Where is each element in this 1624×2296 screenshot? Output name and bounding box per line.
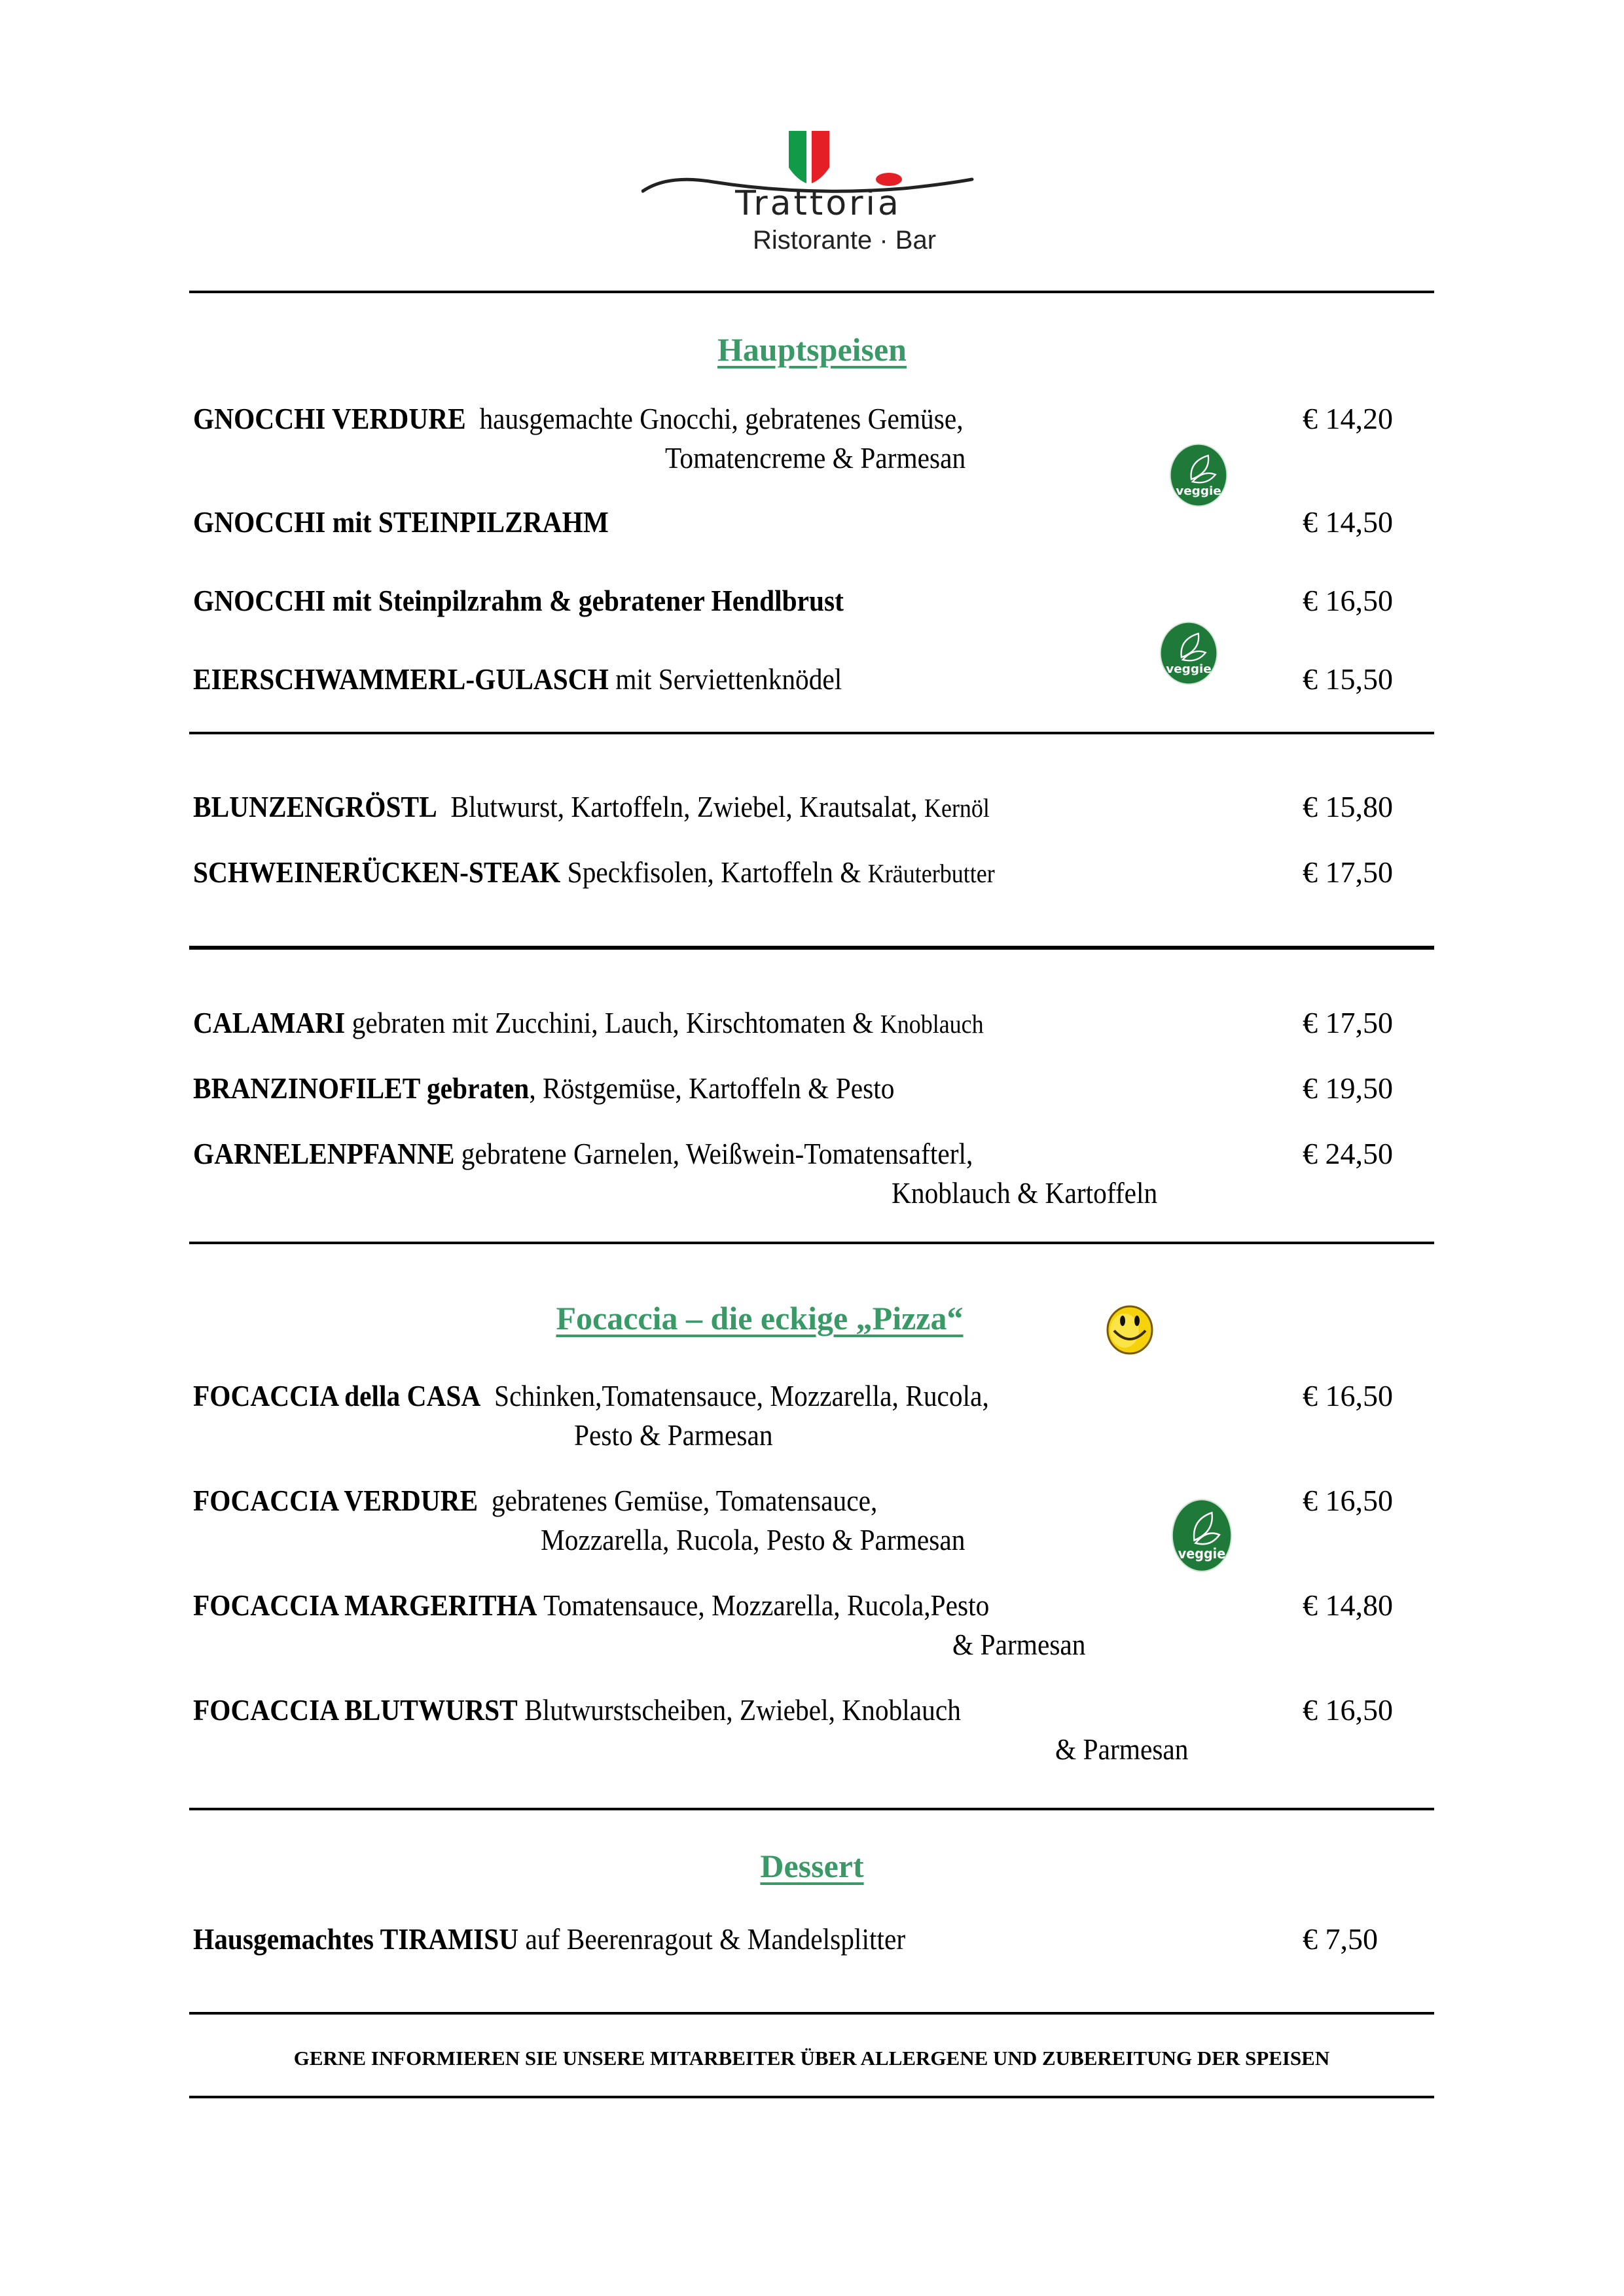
item-name: BLUNZENGRÖSTL — [193, 790, 437, 823]
item-description-continued: Mozzarella, Rucola, Pesto & Parmesan — [541, 1523, 965, 1556]
menu-item — [193, 789, 990, 827]
section-heading-dessert: Dessert — [760, 1848, 864, 1884]
veggie-badge-label: veggie — [1176, 484, 1221, 498]
item-description: gebratene Garnelen, Weißwein-Tomatensafterl, — [461, 1137, 973, 1170]
veggie-badge-icon — [1159, 620, 1219, 686]
item-description: Schinken,Tomatensauce, Mozzarella, Rucola, — [494, 1379, 989, 1412]
menu-item — [193, 401, 964, 437]
item-description-small: Kernöl — [924, 793, 990, 823]
divider — [189, 291, 1434, 293]
item-name: FOCACCIA VERDURE — [193, 1484, 478, 1517]
menu-item — [193, 661, 842, 698]
menu-item — [193, 1136, 973, 1172]
veggie-badge-label: veggie — [1178, 1545, 1226, 1562]
item-description: mit Serviettenknödel — [615, 662, 842, 696]
item-description-continued: Tomatencreme & Parmesan — [665, 441, 966, 475]
menu-item — [193, 854, 995, 892]
item-name: GNOCCHI mit STEINPILZRAHM — [193, 505, 609, 539]
item-description: hausgemachte Gnocchi, gebratenes Gemüse, — [479, 402, 964, 435]
menu-item — [193, 1070, 894, 1107]
restaurant-logo — [641, 118, 995, 255]
menu-item — [193, 1482, 877, 1519]
item-description-continued: Knoblauch & Kartoffeln — [892, 1176, 1158, 1210]
item-price: € 17,50 — [1303, 855, 1393, 889]
logo-wordmark: Trattoria — [735, 184, 901, 223]
divider — [189, 732, 1434, 734]
section-heading-main: Hauptspeisen — [717, 331, 907, 368]
veggie-badge-icon — [1168, 442, 1229, 508]
item-name: EIERSCHWAMMERL-GULASCH — [193, 662, 609, 696]
section-heading-focaccia: Focaccia – die eckige „Pizza“ — [556, 1300, 964, 1336]
item-price: € 24,50 — [1303, 1137, 1393, 1170]
item-price: € 16,50 — [1303, 1484, 1393, 1517]
item-description-continued: & Parmesan — [952, 1628, 1086, 1661]
item-description-continued: & Parmesan — [1055, 1732, 1189, 1766]
item-price: € 14,20 — [1303, 402, 1393, 435]
flag-red-stripe — [812, 131, 829, 183]
item-price: € 16,50 — [1303, 1693, 1393, 1727]
item-price: € 7,50 — [1303, 1922, 1378, 1956]
menu-item — [193, 1378, 989, 1414]
item-name: FOCACCIA BLUTWURST — [193, 1693, 518, 1727]
item-price: € 15,80 — [1303, 790, 1393, 823]
item-name: BRANZINOFILET gebraten — [193, 1071, 530, 1105]
item-description: Tomatensauce, Mozzarella, Rucola,Pesto — [543, 1588, 990, 1622]
allergen-notice — [189, 2045, 1434, 2072]
item-price: € 14,80 — [1303, 1588, 1393, 1622]
item-name: CALAMARI — [193, 1006, 346, 1039]
divider — [189, 2012, 1434, 2015]
veggie-badge-icon — [1170, 1498, 1233, 1573]
item-description: gebratenes Gemüse, Tomatensauce, — [491, 1484, 878, 1517]
allergen-notice-text: GERNE INFORMIEREN SIE UNSERE MITARBEITER ÜBER ALLERGENE UND ZUBEREITUNG DER SPEISEN — [293, 2047, 1330, 2070]
item-description: Blutwurstscheiben, Zwiebel, Knoblauch — [524, 1693, 961, 1727]
item-description: Speckfisolen, Kartoffeln & — [567, 855, 861, 889]
menu-item — [193, 1921, 905, 1958]
item-name: FOCACCIA MARGERITHA — [193, 1588, 537, 1622]
item-price: € 19,50 — [1303, 1071, 1393, 1105]
smiley-icon — [1105, 1304, 1155, 1355]
menu-item — [193, 1692, 961, 1729]
divider — [189, 2096, 1434, 2098]
item-description: gebraten mit Zucchini, Lauch, Kirschtomaten & — [352, 1006, 874, 1039]
item-name: GARNELENPFANNE — [193, 1137, 455, 1170]
divider — [189, 1242, 1434, 1244]
veggie-badge-label: veggie — [1166, 662, 1212, 676]
item-name: GNOCCHI mit Steinpilzrahm & gebratener Hendlbrust — [193, 584, 844, 617]
item-description-small: Knoblauch — [880, 1009, 984, 1039]
flag-green-stripe — [789, 131, 806, 183]
item-description-small: Kräuterbutter — [867, 859, 995, 888]
item-name: GNOCCHI VERDURE — [193, 402, 466, 435]
item-name: Hausgemachtes TIRAMISU — [193, 1922, 519, 1956]
item-price: € 17,50 — [1303, 1006, 1393, 1039]
logo-tagline: Ristorante · Bar — [752, 226, 937, 255]
item-description: Blutwurst, Kartoffeln, Zwiebel, Krautsalat, — [450, 790, 918, 823]
item-price: € 16,50 — [1303, 584, 1393, 617]
item-description: , Röstgemüse, Kartoffeln & Pesto — [529, 1071, 895, 1105]
item-price: € 14,50 — [1303, 505, 1393, 539]
item-description: auf Beerenragout & Mandelsplitter — [525, 1922, 906, 1956]
item-name: SCHWEINERÜCKEN-STEAK — [193, 855, 561, 889]
trattoria-logo-graphic — [641, 118, 995, 255]
menu-item — [193, 583, 844, 619]
item-price: € 16,50 — [1303, 1379, 1393, 1412]
menu-item — [193, 1005, 984, 1043]
item-price: € 15,50 — [1303, 662, 1393, 696]
menu-item — [193, 1587, 989, 1624]
divider-thick — [189, 946, 1434, 950]
item-description-continued: Pesto & Parmesan — [574, 1418, 773, 1452]
menu-item — [193, 504, 609, 541]
divider — [189, 1808, 1434, 1810]
item-name: FOCACCIA della CASA — [193, 1379, 481, 1412]
